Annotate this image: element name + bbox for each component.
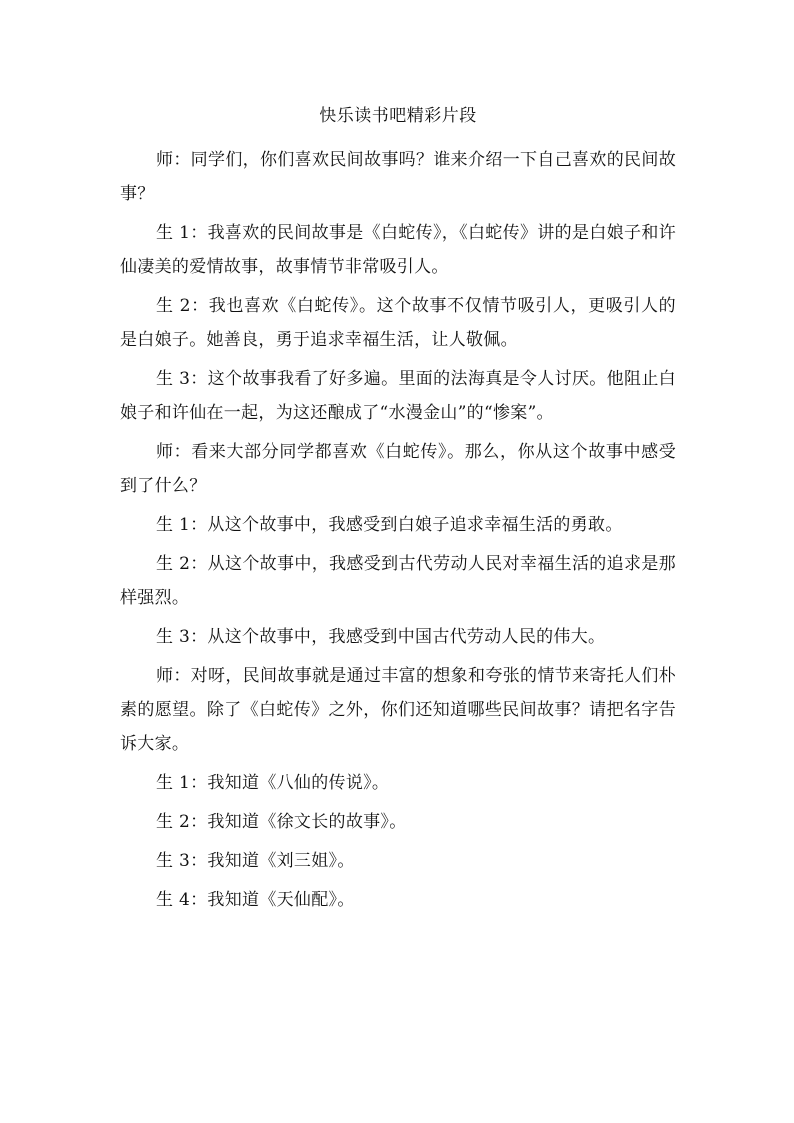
document-title: 快乐读书吧精彩片段 xyxy=(319,106,477,126)
paragraph-12: 生 3：我知道《刘三姐》。 xyxy=(156,851,355,871)
paragraph-8: 生 3：从这个故事中，我感受到中国古代劳动人民的伟大。 xyxy=(156,627,606,647)
paragraph-5: 师：看来大部分同学都喜欢《白蛇传》。那么，你从这个故事中感受到了什么？ xyxy=(120,442,676,496)
paragraph-9: 师：对呀，民间故事就是通过丰富的想象和夸张的情节来寄托人们朴素的愿望。除了《白蛇传》之外，你们还知道哪些民间故事？请把名字告诉大家。 xyxy=(120,666,676,754)
paragraph-3: 生 2：我也喜欢《白蛇传》。这个故事不仅情节吸引人，更吸引人的是白娘子。她善良，勇于追求幸福生活，让人敬佩。 xyxy=(120,296,676,350)
paragraph-11: 生 2：我知道《徐文长的故事》。 xyxy=(156,812,407,832)
paragraph-4: 生 3：这个故事我看了好多遍。里面的法海真是令人讨厌。他阻止白娘子和许仙在一起，为这还酿成了“水漫金山”的“惨案”。 xyxy=(120,369,676,423)
paragraph-10: 生 1：我知道《八仙的传说》。 xyxy=(156,773,390,793)
document-page xyxy=(120,104,676,922)
paragraph-2: 生 1：我喜欢的民间故事是《白蛇传》，《白蛇传》讲的是白娘子和许仙凄美的爱情故事，故事情节非常吸引人。 xyxy=(120,223,676,277)
paragraph-13: 生 4：我知道《天仙配》。 xyxy=(156,890,355,910)
paragraph-7: 生 2：从这个故事中，我感受到古代劳动人民对幸福生活的追求是那样强烈。 xyxy=(120,554,676,608)
paragraph-6: 生 1：从这个故事中，我感受到白娘子追求幸福生活的勇敢。 xyxy=(156,515,623,535)
paragraph-1: 师：同学们，你们喜欢民间故事吗？谁来介绍一下自己喜欢的民间故事？ xyxy=(120,150,676,204)
